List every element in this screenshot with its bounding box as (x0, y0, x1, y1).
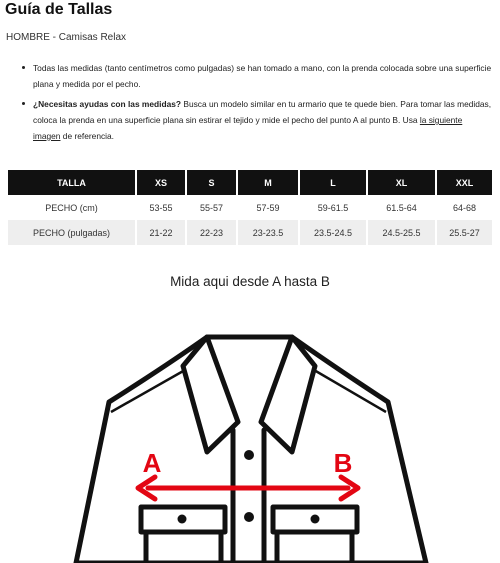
table-cell: 53-55 (149, 202, 173, 213)
page-subtitle: HOMBRE - Camisas Relax (6, 32, 127, 43)
note-text: de referencia. (60, 131, 115, 141)
table-cell: 23.5-24.5 (300, 220, 366, 245)
button-dot (311, 515, 320, 524)
button-dot (244, 512, 254, 522)
table-cell: PECHO (pulgadas) (8, 220, 135, 245)
point-b-label: B (333, 448, 353, 478)
table-cell: 22-23 (187, 220, 236, 245)
note-item (20, 60, 492, 92)
note-item (20, 96, 492, 144)
table-cell: PECHO (cm) (45, 202, 98, 213)
note-text: Busca un modelo similar en tu armario que te quede bien. Para tomar las medidas, coloca la prenda en una superficie plana sin estirar el tejido y mide el pecho del punto A al punto B. Usa (33, 99, 492, 125)
table-cell: 24.5-25.5 (368, 220, 435, 245)
shirt-outline (76, 337, 426, 563)
note-question: ¿Necesitas ayudas con las medidas? (33, 99, 182, 109)
table-header-cell: S (187, 170, 236, 195)
table-cell: 61.5-64 (386, 202, 417, 213)
table-header-cell: XS (137, 170, 185, 195)
table-header-cell: XL (368, 170, 435, 195)
table-cell: 59-61.5 (317, 202, 349, 213)
table-row (8, 220, 492, 245)
table-cell: 21-22 (137, 220, 185, 245)
shirt-body (76, 337, 426, 563)
button-dot (178, 515, 187, 524)
table-cell: 55-57 (199, 202, 224, 213)
page-title: Guía de Tallas (5, 1, 113, 18)
point-a-label: A (142, 448, 162, 478)
table-cell: 57-59 (256, 202, 280, 213)
button-dot (244, 450, 254, 460)
table-header-cell: TALLA (8, 170, 135, 195)
note-text: Todas las medidas (tanto centímetros como pulgadas) se han tomado a mano, con la prenda colocada sobre una superficie plana y medida por el pecho. (33, 63, 492, 89)
table-header-cell: M (238, 170, 298, 195)
table-cell: 25.5-27 (437, 220, 492, 245)
table-header-row (8, 170, 492, 195)
reference-image-link[interactable]: la siguiente imagen (33, 115, 463, 141)
table-header-cell: XXL (437, 170, 492, 195)
table-row (8, 195, 492, 220)
size-table (6, 170, 494, 245)
shirt-measurement-diagram (0, 300, 500, 563)
table-cell: 23-23.5 (238, 220, 298, 245)
measurement-notes (20, 60, 492, 148)
table-cell: 64-68 (452, 202, 477, 213)
table-header-cell: L (300, 170, 366, 195)
diagram-caption: Mida aqui desde A hasta B (170, 274, 330, 289)
